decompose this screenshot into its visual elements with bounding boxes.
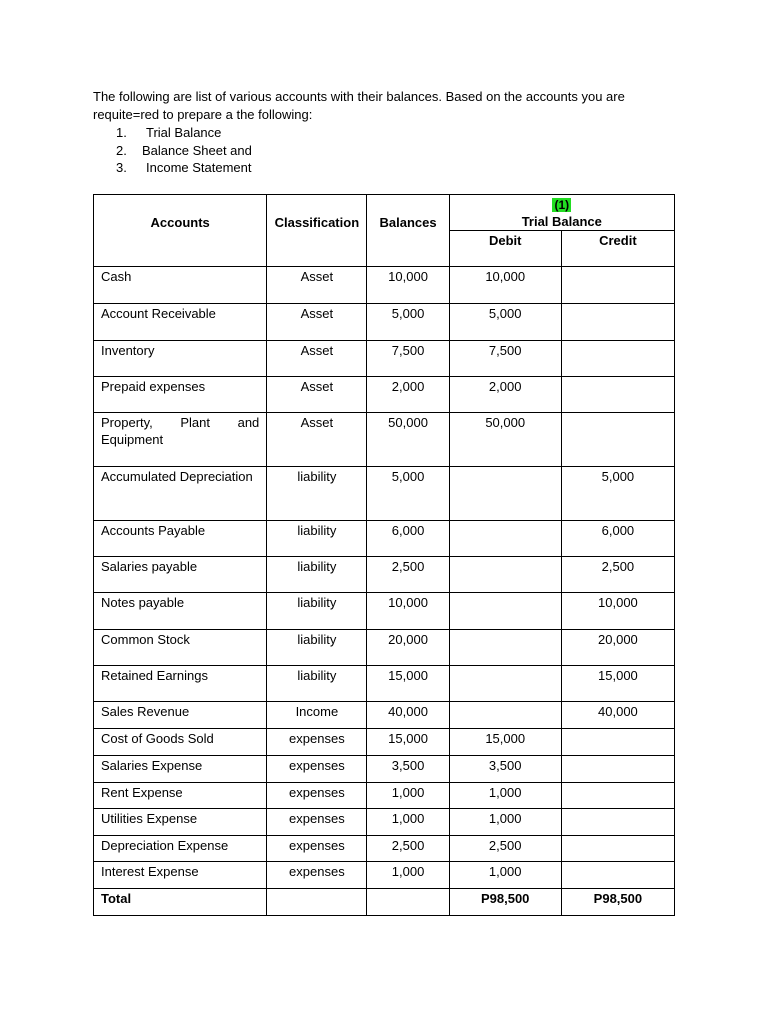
table-row [94, 836, 675, 862]
credit-cell: 40,000 [561, 702, 674, 729]
col-header-trial-balance [449, 195, 674, 231]
list-item: 2. Balance Sheet and [116, 142, 252, 158]
header-row [94, 195, 675, 231]
table-row [94, 630, 675, 666]
debit-cell: 1,000 [449, 783, 561, 809]
account-cell: Salaries Expense [94, 756, 267, 783]
table-row [94, 702, 675, 729]
classification-cell: liability [267, 593, 367, 630]
balance-cell: 1,000 [367, 783, 449, 809]
table-row [94, 377, 675, 413]
credit-cell [561, 377, 674, 413]
debit-cell [449, 557, 561, 593]
account-cell: Cost of Goods Sold [94, 729, 267, 756]
debit-cell: 1,000 [449, 809, 561, 836]
credit-cell [561, 341, 674, 377]
highlight-tag: (1) [554, 198, 570, 212]
table-row [94, 557, 675, 593]
total-row [94, 889, 675, 916]
balance-cell: 6,000 [367, 521, 449, 557]
list-item: 1. Trial Balance [116, 125, 222, 140]
balance-cell: 2,500 [367, 836, 449, 862]
classification-cell: Asset [267, 267, 367, 304]
credit-cell [561, 729, 674, 756]
account-cell: Salaries payable [94, 557, 267, 593]
total-balance [367, 889, 449, 916]
table-row [94, 304, 675, 341]
classification-cell: liability [267, 630, 367, 666]
account-cell: Cash [94, 267, 267, 304]
total-credit: P98,500 [561, 889, 674, 916]
credit-cell [561, 304, 674, 341]
credit-cell [561, 756, 674, 783]
total-label: Total [94, 889, 267, 916]
trial-balance-table [93, 194, 675, 916]
table-row [94, 783, 675, 809]
col-header-debit: Debit [449, 231, 561, 267]
balance-cell: 50,000 [367, 413, 449, 467]
list-item: 3. Income Statement [116, 160, 252, 175]
classification-cell: expenses [267, 809, 367, 836]
credit-cell: 2,500 [561, 557, 674, 593]
credit-cell: 10,000 [561, 593, 674, 630]
table-row [94, 666, 675, 702]
col-header-accounts: Accounts [94, 195, 267, 267]
debit-cell: 15,000 [449, 729, 561, 756]
classification-cell: expenses [267, 783, 367, 809]
classification-cell: Asset [267, 413, 367, 467]
trial-balance-title: Trial Balance [521, 214, 602, 229]
balance-cell: 2,000 [367, 377, 449, 413]
debit-cell: 10,000 [449, 267, 561, 304]
task-list [93, 124, 683, 177]
balance-cell: 1,000 [367, 862, 449, 889]
credit-cell: 20,000 [561, 630, 674, 666]
debit-cell [449, 666, 561, 702]
balance-cell: 15,000 [367, 666, 449, 702]
account-cell: Property, Plant and Equipment [94, 413, 267, 467]
table-row [94, 521, 675, 557]
balance-cell: 20,000 [367, 630, 449, 666]
classification-cell: Asset [267, 341, 367, 377]
account-cell: Accounts Payable [94, 521, 267, 557]
account-cell: Interest Expense [94, 862, 267, 889]
credit-cell [561, 783, 674, 809]
classification-cell: expenses [267, 729, 367, 756]
balance-cell: 2,500 [367, 557, 449, 593]
account-cell: Rent Expense [94, 783, 267, 809]
account-cell: Utilities Expense [94, 809, 267, 836]
classification-cell: expenses [267, 836, 367, 862]
credit-cell: 5,000 [561, 467, 674, 521]
credit-cell: 6,000 [561, 521, 674, 557]
classification-cell: expenses [267, 756, 367, 783]
col-header-classification: Classification [267, 195, 367, 267]
classification-cell: expenses [267, 862, 367, 889]
credit-cell: 15,000 [561, 666, 674, 702]
balance-cell: 10,000 [367, 593, 449, 630]
account-cell: Inventory [94, 341, 267, 377]
account-cell: Account Receivable [94, 304, 267, 341]
debit-cell: 7,500 [449, 341, 561, 377]
classification-cell: Asset [267, 377, 367, 413]
instructions-text: The following are list of various accounts with their balances. Based on the accounts you are requite=red to prepare a the following: [93, 89, 625, 122]
credit-cell [561, 836, 674, 862]
table-row [94, 729, 675, 756]
debit-cell [449, 521, 561, 557]
account-cell: Accumulated Depreciation [94, 467, 267, 521]
classification-cell: Income [267, 702, 367, 729]
debit-cell: 2,500 [449, 836, 561, 862]
account-cell: Depreciation Expense [94, 836, 267, 862]
balance-cell: 10,000 [367, 267, 449, 304]
account-cell: Sales Revenue [94, 702, 267, 729]
balance-cell: 5,000 [367, 467, 449, 521]
debit-cell: 2,000 [449, 377, 561, 413]
table-row [94, 756, 675, 783]
col-header-balances: Balances [367, 195, 449, 267]
credit-cell [561, 267, 674, 304]
account-cell: Prepaid expenses [94, 377, 267, 413]
table-row [94, 267, 675, 304]
credit-cell [561, 413, 674, 467]
table-row [94, 809, 675, 836]
debit-cell: 3,500 [449, 756, 561, 783]
classification-cell: liability [267, 666, 367, 702]
balance-cell: 40,000 [367, 702, 449, 729]
debit-cell: 5,000 [449, 304, 561, 341]
account-cell: Notes payable [94, 593, 267, 630]
table-row [94, 862, 675, 889]
classification-cell: liability [267, 467, 367, 521]
debit-cell [449, 630, 561, 666]
balance-cell: 7,500 [367, 341, 449, 377]
debit-cell [449, 467, 561, 521]
table-row [94, 413, 675, 467]
table-row [94, 341, 675, 377]
classification-cell: liability [267, 521, 367, 557]
debit-cell [449, 593, 561, 630]
credit-cell [561, 809, 674, 836]
total-debit: P98,500 [449, 889, 561, 916]
debit-cell [449, 702, 561, 729]
debit-cell: 1,000 [449, 862, 561, 889]
balance-cell: 5,000 [367, 304, 449, 341]
balance-cell: 15,000 [367, 729, 449, 756]
instructions [93, 88, 683, 177]
table-row [94, 593, 675, 630]
col-header-credit: Credit [561, 231, 674, 267]
classification-cell: Asset [267, 304, 367, 341]
total-classification [267, 889, 367, 916]
account-cell: Common Stock [94, 630, 267, 666]
balance-cell: 1,000 [367, 809, 449, 836]
credit-cell [561, 862, 674, 889]
table-row [94, 467, 675, 521]
balance-cell: 3,500 [367, 756, 449, 783]
account-cell: Retained Earnings [94, 666, 267, 702]
classification-cell: liability [267, 557, 367, 593]
debit-cell: 50,000 [449, 413, 561, 467]
